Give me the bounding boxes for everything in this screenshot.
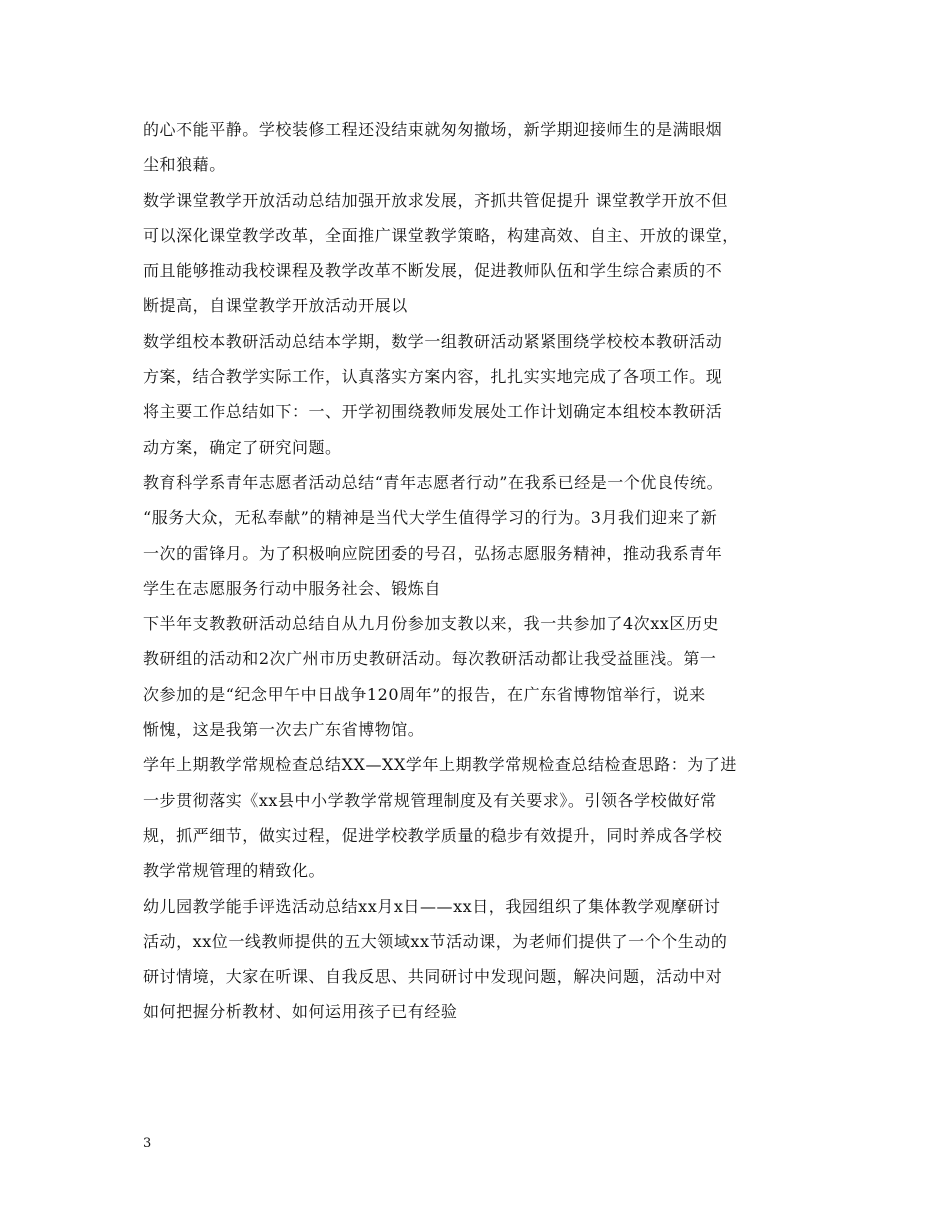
text-line: 数学组校本教研活动总结本学期，数学一组教研活动紧紧围绕学校校本教研活动: [143, 331, 723, 351]
text-line: 学年上期教学常规检查总结XX—XX学年上期教学常规检查总结检查思路：为了进: [143, 755, 737, 775]
text-line: 活动，xx位一线教师提供的五大领域xx节活动课，为老师们提供了一个个生动的: [143, 931, 728, 951]
text-line: 教学常规管理的精致化。: [143, 861, 326, 881]
text-line: 断提高，自课堂教学开放活动开展以: [143, 296, 408, 316]
text-line: 惭愧，这是我第一次去广东省博物馆。: [143, 720, 425, 740]
text-line: 学生在志愿服务行动中服务社会、锻炼自: [143, 578, 441, 598]
text-line: 而且能够推动我校课程及教学改革不断发展，促进教师队伍和学生综合素质的不: [143, 261, 723, 281]
text-line: 动方案，确定了研究问题。: [143, 437, 342, 457]
text-line: 下半年支教教研活动总结自从九月份参加支教以来，我一共参加了4次xx区历史: [143, 614, 720, 634]
text-line: 一次的雷锋月。为了积极响应院团委的号召，弘扬志愿服务精神，推动我系青年: [143, 543, 723, 563]
text-line: 如何把握分析教材、如何运用孩子已有经验: [143, 1002, 458, 1022]
text-line: 数学课堂教学开放活动总结加强开放求发展，齐抓共管促提升 课堂教学开放不但: [143, 190, 728, 210]
text-line: 将主要工作总结如下：一、开学初围绕教师发展处工作计划确定本组校本教研活: [143, 402, 723, 422]
text-line: 次参加的是“纪念甲午中日战争120周年”的报告，在广东省博物馆举行，说来: [143, 684, 706, 704]
text-line: 研讨情境，大家在听课、自我反思、共同研讨中发现问题，解决问题，活动中对: [143, 967, 723, 987]
text-line: 幼儿园教学能手评选活动总结xx月x日——xx日，我园组织了集体教学观摩研讨: [143, 896, 721, 916]
text-line: 教研组的活动和2次广州市历史教研活动。每次教研活动都让我受益匪浅。第一: [143, 649, 717, 669]
body-text: [143, 112, 809, 1030]
text-line: 方案，结合教学实际工作，认真落实方案内容，扎扎实实地完成了各项工作。现: [143, 367, 723, 387]
text-line: 尘和狼藉。: [143, 155, 226, 175]
text-line: “服务大众，无私奉献”的精神是当代大学生值得学习的行为。3月我们迎来了新: [143, 508, 718, 528]
text-line: 一步贯彻落实《xx县中小学教学常规管理制度及有关要求》。引领各学校做好常: [143, 790, 717, 810]
page-number: 3: [143, 1136, 152, 1151]
text-line: 教育科学系青年志愿者活动总结“青年志愿者行动”在我系已经是一个优良传统。: [143, 472, 724, 492]
text-line: 可以深化课堂教学改革，全面推广课堂教学策略，构建高效、自主、开放的课堂，: [143, 225, 739, 245]
text-line: 的心不能平静。学校装修工程还没结束就匆匆撤场，新学期迎接师生的是满眼烟: [143, 120, 723, 139]
text-line: 规，抓严细节，做实过程，促进学校教学质量的稳步有效提升，同时养成各学校: [143, 825, 723, 845]
